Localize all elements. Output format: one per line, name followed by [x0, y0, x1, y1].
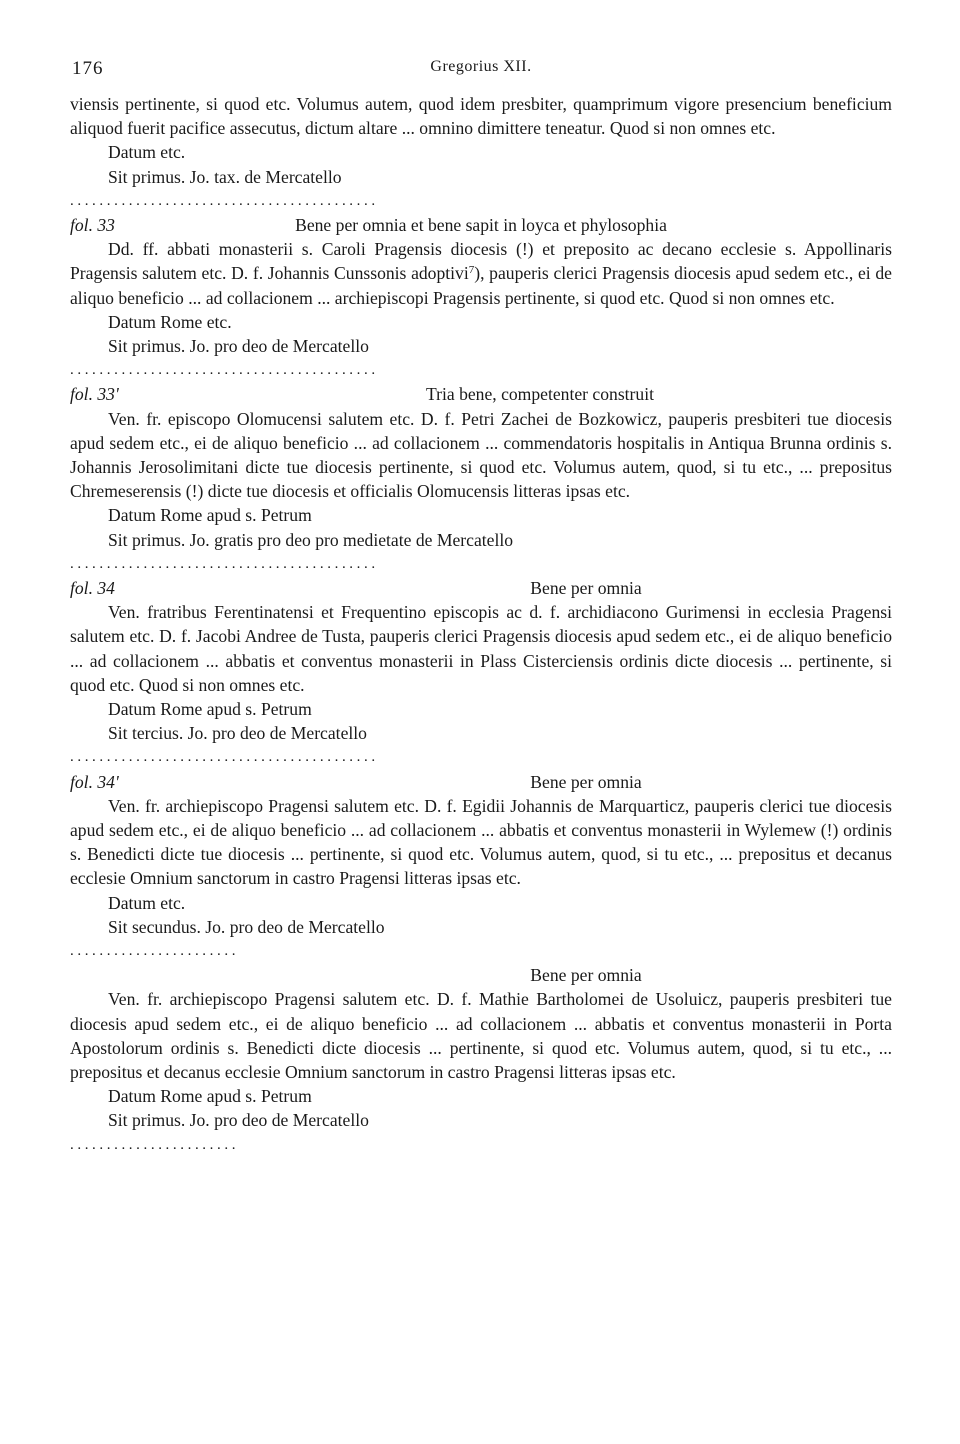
footnote-marker: 7 [468, 264, 475, 277]
dotted-separator: .......................................... [70, 749, 379, 766]
dotted-separator: .......................................... [70, 362, 379, 379]
datum-line: Datum Rome etc. [108, 311, 232, 332]
entry-fol-34v [70, 770, 892, 964]
entry-text: Ven. fratribus Ferentinatensi et Frequentino episcopis ac d. f. archidiacono Gurimensi in ecclesia Pragensi salutem etc. D. f. Jacobi Andree de Tusta, pauperis clerici Pragensis diocesis apud sedem etc., ei de aliquo beneficio ... ad collacionem ... abbatis et conventus monasterii in Plass Cisterciensis ordinis dicte diocesis ... pertinente, si quod etc. Quod si non omnes etc. [70, 602, 892, 695]
entry-fol-33v [70, 382, 892, 576]
sit-line: Sit tercius. Jo. pro deo de Mercatello [108, 723, 367, 744]
datum-line: Datum etc. [108, 892, 186, 913]
incipit: Tria bene, competenter construit [425, 384, 654, 405]
dotted-separator: ....................... [70, 942, 240, 959]
sit-line: Sit primus. Jo. gratis pro deo pro medietate de Mercatello [108, 529, 514, 550]
entry-text-part: Dd. ff. abbati monasterii s. Caroli Pragensis diocesis (!) et preposito ac decano ecclesie s. Appollinaris Pragensis salutem etc. D. f. Johannis Cunssonis adoptivi [70, 239, 892, 284]
dotted-separator: .......................................... [70, 192, 379, 209]
entry-text-part: ), pauperis clerici Pragensis diocesis apud sedem etc., ei de aliquo beneficio ... ad collacionem ... archiepiscopi Pragensis pertinente, si quod etc. Quod si non omnes etc. [70, 263, 892, 308]
folio-label: fol. 33 [70, 215, 115, 235]
datum-line: Datum Rome apud s. Petrum [108, 505, 312, 526]
folio-label: fol. 34' [70, 771, 119, 792]
dotted-separator: .......................................... [70, 555, 379, 572]
entry-text: Ven. fr. archiepiscopo Pragensi salutem etc. D. f. Mathie Bartholomei de Usoluicz, pauperis presbiteri tue diocesis apud sedem etc., ei de aliquo beneficio ... ad collacionem ... abbatis et conventus monasterii in Porta Apostolorum ordinis s. Benedicti dicte diocesis ... pertinente, si quod etc. Volumus autem, quod, si tu etc., ... prepositus et decanus ecclesie Omnium sanctorum in castro Pragensi litteras ipsas etc. [70, 989, 892, 1082]
running-head: Gregorius XII. [430, 58, 532, 75]
folio-row [70, 213, 892, 237]
folio-row [70, 963, 892, 987]
datum-line: Datum etc. [108, 142, 186, 163]
sit-line: Sit primus. Jo. pro deo de Mercatello [108, 1110, 369, 1131]
sit-line: Sit primus. Jo. tax. de Mercatello [108, 166, 342, 187]
incipit: Bene per omnia [530, 577, 642, 598]
page-number: 176 [72, 58, 104, 79]
continued-entry [70, 92, 892, 213]
entry-fol-34 [70, 576, 892, 770]
incipit: Bene per omnia et bene sapit in loyca et phylosophia [295, 215, 667, 235]
entry-text: viensis pertinente, si quod etc. Volumus autem, quod idem presbiter, quamprimum vigore presencium beneficium aliquod fuerit pacifice assecutus, dictum altare ... omnino dimittere teneatur. Quod si non omnes etc. [70, 94, 892, 139]
entry-text: Ven. fr. archiepiscopo Pragensi salutem etc. D. f. Egidii Johannis de Marquarticz, pauperis clerici tue diocesis apud sedem etc., ei de aliquo beneficio ... ad collacionem ... abbatis et conventus monasterii in Wylemew (!) ordinis s. Benedicti dicte tue diocesis ... pertinente, si quod etc. Volumus autem, quod, si tu etc., ... prepositus et decanus ecclesie Omnium sanctorum in castro Pragensi litteras ipsas etc. [70, 795, 892, 889]
dotted-separator: ....................... [70, 1136, 240, 1153]
entry-fol-33 [70, 213, 892, 382]
folio-label: fol. 34 [70, 577, 115, 598]
entry-text [70, 237, 892, 310]
folio-label: fol. 33' [70, 384, 119, 405]
page-header [70, 52, 892, 92]
entry-unnumbered [70, 963, 892, 1157]
folio-row [70, 382, 892, 406]
sit-line: Sit secundus. Jo. pro deo de Mercatello [108, 916, 385, 937]
folio-row [70, 770, 892, 794]
incipit: Bene per omnia [530, 965, 642, 986]
incipit: Bene per omnia [530, 771, 642, 792]
datum-line: Datum Rome apud s. Petrum [108, 698, 312, 719]
entry-text: Ven. fr. episcopo Olomucensi salutem etc. D. f. Petri Zachei de Bozkowicz, pauperis presbiteri tue diocesis apud sedem etc., ei de aliquo beneficio ... ad collacionem ... commendatoris hospitalis in Antiqua Brunna ordinis s. Johannis Jerosolimitani dicte tue diocesis pertinente, si quod etc. Volumus autem, quod, si tu etc., ... prepositus Chremeserensis (!) dicte tue diocesis et officialis Olomucensis litteras ipsas etc. [70, 408, 892, 502]
datum-line: Datum Rome apud s. Petrum [108, 1086, 312, 1107]
folio-row [70, 576, 892, 600]
sit-line: Sit primus. Jo. pro deo de Mercatello [108, 336, 369, 356]
document-page [70, 52, 892, 1157]
